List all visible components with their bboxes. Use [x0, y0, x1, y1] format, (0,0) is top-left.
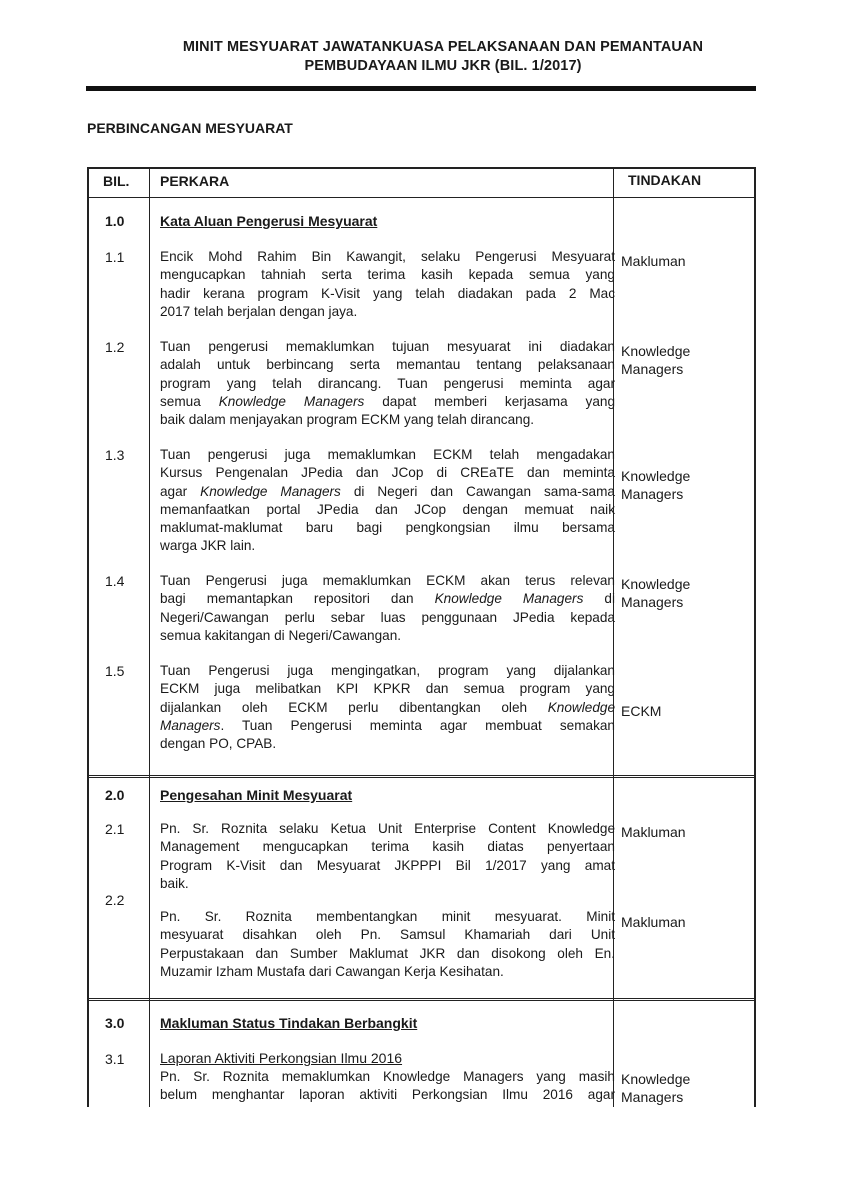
item-1-5-number: 1.5	[105, 663, 125, 679]
item-1-2-line-4-part-3: dapat memberi kerjasama yang	[364, 393, 615, 409]
item-1-1-line-4: 2017 telah berjalan dengan jaya.	[160, 303, 358, 319]
table-border-top	[87, 167, 756, 169]
item-1-4-line-4: semua kakitangan di Negeri/Cawangan.	[160, 627, 402, 643]
item-2-1-line-4: baik.	[160, 875, 189, 891]
item-1-5-line-4-italic: Managers	[160, 717, 221, 733]
document-title-line-1: MINIT MESYUARAT JAWATANKUASA PELAKSANAAN DAN PEMANTAUAN	[182, 39, 704, 55]
document-title	[0, 38, 846, 76]
table-border-right	[754, 167, 756, 1107]
item-1-4-number: 1.4	[105, 573, 125, 589]
item-1-4-action	[621, 575, 690, 611]
item-2-2-line-2: mesyuarat disahkan oleh Pn. Samsul Khamariah dari Unit	[160, 927, 615, 943]
item-3-1-subheading: Laporan Aktiviti Perkongsian Ilmu 2016	[160, 1050, 403, 1066]
section-divider-1	[87, 775, 756, 776]
item-1-4-line-2-part-3: di	[583, 591, 615, 607]
item-1-2-text	[160, 338, 615, 429]
item-3-1-line-2: belum menghantar laporan aktiviti Perkongsian Ilmu 2016 agar	[160, 1087, 615, 1103]
item-1-3-line-2: Kursus Pengenalan JPedia dan JCop di CREaTE dan meminta	[160, 465, 615, 481]
item-1-3-action-line-2: Managers	[621, 486, 684, 502]
item-1-4-line-3: Negeri/Cawangan perlu sebar luas penggunaan JPedia kepada	[160, 609, 615, 625]
item-1-1-text	[160, 248, 615, 321]
section-divider-3	[87, 998, 756, 999]
item-2-2-line-1: Pn. Sr. Roznita membentangkan minit mesyuarat. Minit	[160, 909, 615, 924]
item-1-1-line-1: Encik Mohd Rahim Bin Kawangit, selaku Pengerusi Mesyuarat	[160, 249, 615, 264]
item-2-1-number: 2.1	[105, 821, 125, 837]
item-1-5-text	[160, 662, 615, 753]
item-1-4-action-line-1: Knowledge	[621, 576, 691, 592]
item-2-2-number: 2.2	[105, 892, 125, 908]
item-1-2-line-2: adalah untuk berbincang serta memantau tentang pelaksanaan	[160, 357, 615, 373]
item-1-2-line-5: baik dalam menjayakan program ECKM yang telah dirancang.	[160, 412, 535, 428]
section-3-heading: Makluman Status Tindakan Berbangkit	[160, 1015, 418, 1031]
item-3-1-action	[621, 1070, 690, 1106]
item-2-1-line-1: Pn. Sr. Roznita selaku Ketua Unit Enterprise Content Knowledge	[160, 821, 615, 836]
item-1-3-line-3	[160, 483, 615, 501]
table-header-divider	[87, 197, 756, 198]
table-column-divider-1	[149, 167, 150, 1107]
item-2-2-line-3: Perpustakaan dan Sumber Maklumat JKR dan disokong oleh En.	[160, 945, 615, 961]
item-1-1-line-2: mengucapkan tahniah serta terima kasih kepada semua yang	[160, 267, 615, 283]
header-tindakan: TINDAKAN	[628, 172, 702, 188]
item-1-2-action-line-1: Knowledge	[621, 343, 691, 359]
item-1-5-line-3	[160, 699, 615, 717]
minutes-table	[87, 167, 756, 1107]
table-border-left	[87, 167, 89, 1107]
item-1-2-line-3: program yang telah dirancang. Tuan pengerusi meminta agar	[160, 375, 615, 391]
item-1-3-line-3-italic: Knowledge Managers	[200, 483, 341, 499]
title-divider	[86, 86, 756, 91]
item-1-1-line-3: hadir kerana program K-Visit yang telah diadakan pada 2 Mac	[160, 285, 615, 301]
item-1-4-action-line-2: Managers	[621, 594, 684, 610]
item-2-2-line-4: Muzamir Izham Mustafa dari Cawangan Kerja Kesihatan.	[160, 963, 504, 979]
item-2-2-text	[160, 908, 615, 981]
item-1-4-line-2-italic: Knowledge Managers	[434, 591, 584, 607]
item-1-2-line-1: Tuan pengerusi memaklumkan tujuan mesyuarat ini diadakan	[160, 339, 615, 354]
document-title-line-2: PEMBUDAYAAN ILMU JKR (BIL. 1/2017)	[304, 58, 582, 74]
item-1-5-action: ECKM	[621, 703, 662, 719]
section-2-heading: Pengesahan Minit Mesyuarat	[160, 787, 353, 803]
header-bil: BIL.	[103, 173, 130, 189]
item-1-5-line-5: dengan PO, CPAB.	[160, 736, 277, 752]
item-1-1-action: Makluman	[621, 253, 686, 269]
item-1-1-number: 1.1	[105, 249, 125, 265]
section-divider-2	[87, 777, 756, 778]
item-2-1-text	[160, 820, 615, 893]
item-1-3-line-3-part-3: di Negeri dan Cawangan sama-sama	[340, 483, 615, 499]
item-2-1-action: Makluman	[621, 824, 686, 840]
item-3-1-text	[160, 1068, 615, 1105]
item-1-3-line-1: Tuan pengerusi juga memaklumkan ECKM telah mengadakan	[160, 447, 615, 462]
item-1-5-line-3-italic: Knowledge	[547, 699, 615, 715]
item-2-2-action: Makluman	[621, 914, 686, 930]
item-2-1-line-2: Management mengucapkan terima kasih diatas penyertaan	[160, 839, 615, 855]
item-3-1-number: 3.1	[105, 1051, 125, 1067]
item-1-2-number: 1.2	[105, 339, 125, 355]
item-3-1-action-line-2: Managers	[621, 1089, 684, 1105]
item-1-5-line-4	[160, 717, 615, 735]
item-1-5-line-2: ECKM juga melibatkan KPI KPKR dan semua program yang	[160, 681, 615, 697]
section-2-number: 2.0	[105, 787, 125, 803]
item-1-3-line-3-part-1: agar	[160, 483, 201, 499]
item-2-1-line-3: Program K-Visit dan Mesyuarat JKPPPI Bil 1/2017 yang amat	[160, 857, 615, 873]
item-1-3-action-line-1: Knowledge	[621, 468, 691, 484]
section-title: PERBINCANGAN MESYUARAT	[87, 120, 293, 136]
item-1-5-line-1: Tuan Pengerusi juga mengingatkan, program yang dijalankan	[160, 663, 615, 678]
item-1-5-line-3-part-1: dijalankan oleh ECKM perlu dibentangkan oleh	[160, 699, 548, 715]
section-3-number: 3.0	[105, 1015, 125, 1031]
item-1-4-line-2	[160, 590, 615, 608]
item-1-4-text	[160, 572, 615, 645]
header-perkara: PERKARA	[160, 173, 230, 189]
item-1-4-line-1: Tuan Pengerusi juga memaklumkan ECKM akan terus relevan	[160, 573, 615, 588]
section-1-heading: Kata Aluan Pengerusi Mesyuarat	[160, 213, 378, 229]
item-1-2-line-4-italic: Knowledge Managers	[218, 393, 365, 409]
item-1-2-line-4-part-1: semua	[160, 393, 219, 409]
item-1-3-number: 1.3	[105, 447, 125, 463]
item-3-1-action-line-1: Knowledge	[621, 1071, 691, 1087]
section-1-number: 1.0	[105, 213, 125, 229]
item-1-2-action	[621, 342, 690, 378]
item-1-2-action-line-2: Managers	[621, 361, 684, 377]
item-1-3-line-4: memanfaatkan portal JPedia dan JCop dengan memuat naik	[160, 501, 615, 517]
item-1-3-text	[160, 446, 615, 556]
item-1-4-line-2-part-1: bagi memantapkan repositori dan	[160, 591, 435, 607]
item-1-5-line-4-part-2: . Tuan Pengerusi meminta agar membuat semakan	[220, 717, 615, 733]
item-1-2-line-4	[160, 393, 615, 411]
section-divider-4	[87, 1000, 756, 1001]
item-1-3-line-5: maklumat-maklumat baru bagi pengkongsian ilmu bersama	[160, 520, 615, 536]
item-1-3-action	[621, 467, 690, 503]
item-1-3-line-6: warga JKR lain.	[160, 538, 256, 554]
item-3-1-line-1: Pn. Sr. Roznita memaklumkan Knowledge Managers yang masih	[160, 1069, 615, 1084]
